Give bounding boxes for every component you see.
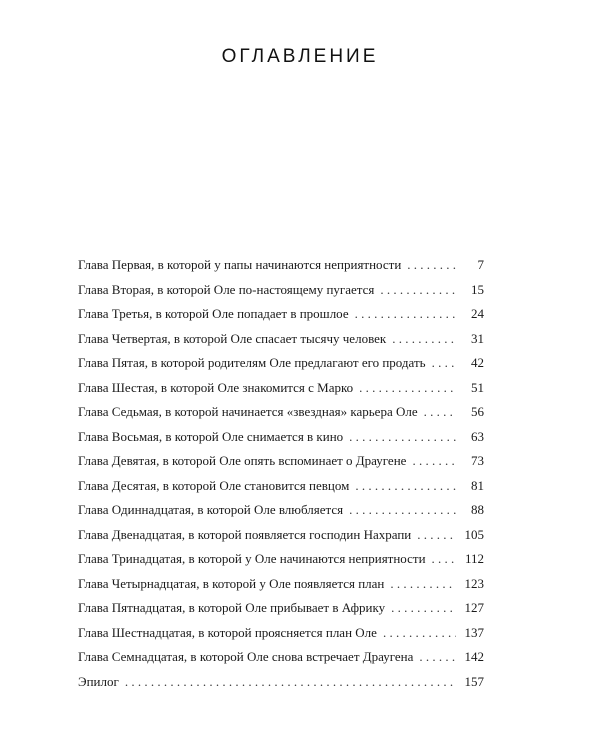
toc-entry[interactable] <box>78 527 484 552</box>
toc-entry-page-number: 73 <box>471 453 484 468</box>
toc-entry-page-number: 63 <box>471 428 484 444</box>
toc-entry-title: Глава Первая, в которой у папы начинаются неприятности <box>78 257 402 272</box>
toc-entry-title: Глава Четвертая, в которой Оле спасает тысячу человек <box>78 330 387 346</box>
toc-entry-title: Глава Седьмая, в которой начинается «звездная» карьера Оле <box>78 404 418 419</box>
toc-entry[interactable] <box>78 674 484 699</box>
toc-entry[interactable] <box>78 306 484 331</box>
dot-leader <box>412 453 456 469</box>
dot-leader <box>417 527 456 543</box>
page-title: ОГЛАВЛЕНИЕ <box>221 46 379 67</box>
toc-entry-title: Глава Пятая, в которой родителям Оле предлагают его продать <box>78 355 426 370</box>
toc-entry-title: Глава Двенадцатая, в которой появляется господин Нахрапи <box>78 526 412 542</box>
dot-leader <box>349 502 456 518</box>
toc-entry-title: Глава Девятая, в которой Оле опять вспоминает о Драугене <box>78 453 407 468</box>
dot-leader <box>391 600 456 616</box>
toc-entry[interactable] <box>78 282 484 307</box>
dot-leader <box>432 355 456 371</box>
toc-entry-page-number: 88 <box>471 502 484 517</box>
toc-entry-page-number: 51 <box>471 379 484 395</box>
toc-entry-page-number: 123 <box>464 575 484 591</box>
toc-entry-title: Глава Четырнадцатая, в которой у Оле появляется план <box>78 575 385 591</box>
toc-entry[interactable] <box>78 453 484 478</box>
toc-entry-title: Глава Одиннадцатая, в которой Оле влюбляется <box>78 502 344 517</box>
dot-leader <box>125 674 456 690</box>
toc-entry-title: Глава Шестая, в которой Оле знакомится с Марко <box>78 379 354 395</box>
toc-entry[interactable] <box>78 355 484 380</box>
toc-entry-title: Глава Шестнадцатая, в которой проясняется план Оле <box>78 624 377 640</box>
toc-entry[interactable] <box>78 257 484 282</box>
toc-entry-page-number: 42 <box>471 355 484 370</box>
toc-entry-page-number: 127 <box>464 600 484 615</box>
toc-entry-page-number: 105 <box>464 526 484 542</box>
toc-entry-page-number: 7 <box>477 257 484 272</box>
toc-entry[interactable] <box>78 404 484 429</box>
toc-entry-page-number: 142 <box>464 649 484 664</box>
dot-leader <box>407 257 456 273</box>
toc-entry[interactable] <box>78 625 484 650</box>
dot-leader <box>392 331 456 347</box>
toc-entry[interactable] <box>78 429 484 454</box>
toc-entry-page-number: 15 <box>471 281 484 297</box>
table-of-contents <box>78 257 484 698</box>
toc-entry-title: Глава Пятнадцатая, в которой Оле прибывает в Африку <box>78 600 386 615</box>
toc-entry-page-number: 56 <box>471 404 484 419</box>
toc-entry-page-number: 24 <box>471 306 484 321</box>
toc-entry[interactable] <box>78 551 484 576</box>
toc-entry[interactable] <box>78 649 484 674</box>
dot-leader <box>390 576 456 592</box>
toc-entry-title: Глава Восьмая, в которой Оле снимается в кино <box>78 428 344 444</box>
dot-leader <box>359 380 456 396</box>
dot-leader <box>355 478 456 494</box>
toc-entry-page-number: 112 <box>464 551 484 566</box>
dot-leader <box>383 625 456 641</box>
toc-entry-page-number: 157 <box>464 673 484 689</box>
toc-entry-page-number: 81 <box>471 477 484 493</box>
dot-leader <box>419 649 456 665</box>
dot-leader <box>432 551 456 567</box>
dot-leader <box>355 306 456 322</box>
dot-leader <box>349 429 456 445</box>
toc-entry-title: Глава Третья, в которой Оле попадает в прошлое <box>78 306 349 321</box>
toc-entry[interactable] <box>78 576 484 601</box>
toc-entry-page-number: 137 <box>464 624 484 640</box>
toc-entry[interactable] <box>78 600 484 625</box>
toc-entry[interactable] <box>78 502 484 527</box>
toc-entry-title: Глава Семнадцатая, в которой Оле снова встречает Драугена <box>78 649 414 664</box>
toc-entry-page-number: 31 <box>471 330 484 346</box>
toc-entry-title: Глава Десятая, в которой Оле становится певцом <box>78 477 350 493</box>
toc-entry[interactable] <box>78 331 484 356</box>
toc-entry-title: Глава Вторая, в которой Оле по-настоящему пугается <box>78 281 375 297</box>
toc-entry-title: Эпилог <box>78 673 119 689</box>
toc-entry[interactable] <box>78 380 484 405</box>
dot-leader <box>424 404 456 420</box>
toc-entry-title: Глава Тринадцатая, в которой у Оле начинаются неприятности <box>78 551 426 566</box>
toc-entry[interactable] <box>78 478 484 503</box>
dot-leader <box>380 282 456 298</box>
